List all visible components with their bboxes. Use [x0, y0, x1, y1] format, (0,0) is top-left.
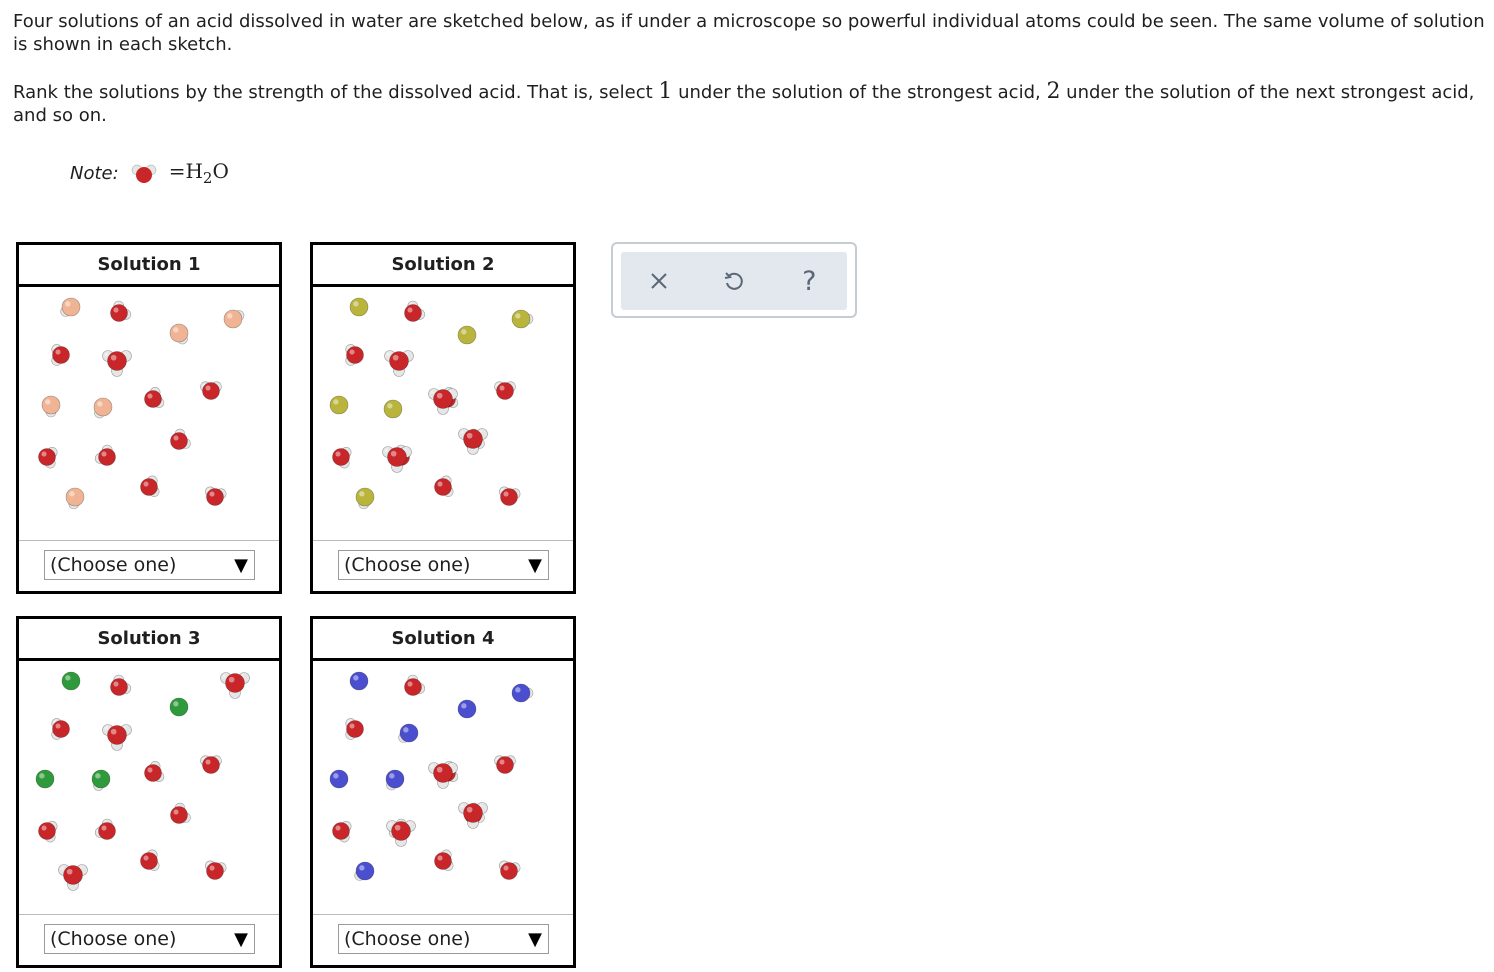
green-anion [62, 672, 80, 690]
water-molecule [346, 344, 364, 365]
dropdown-arrow-icon: ▼ [528, 554, 542, 576]
solution-4-rank-select[interactable]: (Choose one) ▼ [338, 924, 549, 954]
acid-molecule [92, 770, 110, 791]
hydronium-ion [385, 351, 414, 377]
water-molecule [52, 718, 70, 739]
solution-1-title: Solution 1 [19, 245, 279, 287]
solution-3-rank-select[interactable]: (Choose one) ▼ [44, 924, 255, 954]
acid-molecule [512, 684, 533, 702]
solution-3-title: Solution 3 [19, 619, 279, 661]
acid-molecule [355, 862, 374, 880]
acid-molecule [399, 724, 418, 742]
water-molecule [95, 819, 115, 839]
dropdown-arrow-icon: ▼ [234, 928, 248, 950]
water-molecule [346, 718, 364, 739]
water-molecule [205, 487, 226, 506]
dropdown-arrow-icon: ▼ [234, 554, 248, 576]
water-molecule [52, 344, 70, 365]
olive-anion [330, 396, 348, 414]
water-molecule [499, 487, 520, 506]
water-molecule [171, 803, 191, 823]
instructions-line2: Rank the solutions by the strength of the dissolved acid. That is, select 1 under the solution of the strongest acid, 2 under the solution of the next strongest acid, and so on. [13, 79, 1475, 126]
acid-molecule [512, 310, 533, 328]
solution-2-rank-select[interactable]: (Choose one) ▼ [338, 550, 549, 580]
acid-molecule [224, 310, 244, 328]
olive-anion [458, 326, 476, 344]
acid-molecule [61, 298, 80, 316]
green-anion [170, 698, 188, 716]
solution-3-sketch [19, 661, 279, 915]
water-molecule [333, 821, 352, 842]
hydronium-ion [221, 673, 250, 699]
water-molecule [200, 382, 221, 400]
water-formula: $=H_2O$ [168, 159, 229, 187]
close-icon [649, 271, 669, 291]
solution-4-title: Solution 4 [313, 619, 573, 661]
note-label: Note: [70, 162, 119, 184]
solution-4-panel [310, 616, 576, 968]
answer-toolbox [611, 242, 857, 318]
solution-2-panel [310, 242, 576, 594]
blue-anion [458, 700, 476, 718]
water-molecule [200, 756, 221, 774]
water-molecule [39, 447, 58, 468]
water-molecule [141, 476, 160, 497]
water-molecule [111, 301, 131, 321]
acid-molecule [94, 398, 112, 418]
water-molecule [205, 861, 226, 880]
water-molecule [435, 850, 454, 871]
blue-anion [350, 672, 368, 690]
water-molecule [405, 301, 425, 321]
hydronium-ion [103, 725, 132, 751]
water-molecule [141, 850, 160, 871]
undo-icon [723, 270, 745, 292]
acid-molecule [170, 324, 188, 344]
solution-2-sketch [313, 287, 573, 541]
water-molecule [111, 675, 131, 695]
hydronium-ion [59, 865, 88, 891]
solution-1-panel [16, 242, 282, 594]
acid-molecule [386, 770, 404, 790]
clear-button[interactable] [639, 261, 679, 301]
water-molecule [39, 821, 58, 842]
water-molecule [435, 476, 454, 497]
water-molecule-icon [131, 162, 157, 184]
water-molecule [171, 429, 191, 449]
water-molecule [95, 445, 115, 465]
note [70, 158, 229, 188]
instructions-line1: Four solutions of an acid dissolved in water are sketched below, as if under a microscope so powerful individual atoms could be seen. The same volume of solution is shown in each sketch. [13, 11, 1485, 55]
water-molecule [145, 387, 164, 407]
dropdown-arrow-icon: ▼ [528, 928, 542, 950]
olive-anion [384, 400, 402, 418]
acid-molecule [356, 488, 374, 509]
solution-4-sketch [313, 661, 573, 915]
water-molecule [333, 447, 352, 468]
water-molecule [145, 761, 164, 781]
water-molecule [405, 675, 425, 695]
undo-button[interactable] [714, 261, 754, 301]
water-molecule [499, 861, 520, 880]
olive-anion [350, 298, 368, 316]
hydronium-ion [103, 351, 132, 377]
blue-anion [330, 770, 348, 788]
acid-molecule [42, 396, 60, 417]
help-button[interactable]: ? [802, 265, 817, 297]
solution-3-panel [16, 616, 282, 968]
water-molecule [494, 756, 515, 774]
solution-1-sketch [19, 287, 279, 541]
acid-molecule [66, 488, 84, 509]
water-molecule [494, 382, 515, 400]
solution-1-rank-select[interactable]: (Choose one) ▼ [44, 550, 255, 580]
green-anion [36, 770, 54, 788]
solution-2-title: Solution 2 [313, 245, 573, 287]
